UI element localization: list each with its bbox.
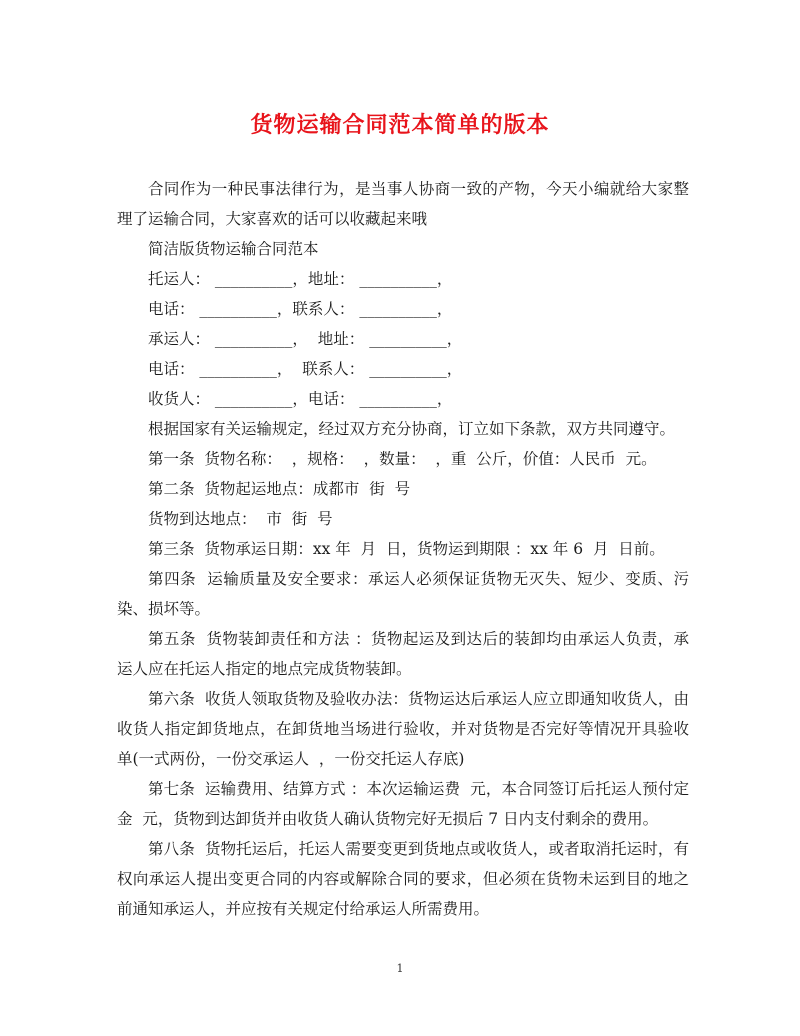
article-7: 第七条 运输费用、结算方式 ：本次运输运费 元，本合同签订后托运人预付定金 元，货物到达卸货并由收货人确认货物完好无损后 7 日内支付剩余的费用。	[117, 780, 689, 828]
shipper-line: 托运人： __________，地址： __________，	[148, 270, 453, 288]
document-body	[117, 174, 689, 924]
arrival-location: 货物到达地点： 市 街 号	[148, 510, 333, 528]
article-3: 第三条 货物承运日期：xx 年 月 日，货物运到期限 ：xx 年 6 月 日前。	[148, 540, 665, 558]
article-1: 第一条 货物名称： ，规格： ，数量： ，重 公斤，价值：人民币 元。	[148, 450, 657, 468]
carrier-line: 承运人： __________， 地址： __________，	[148, 330, 463, 348]
document-title: 货物运输合同范本简单的版本	[250, 112, 550, 138]
agreement-paragraph: 根据国家有关运输规定，经过双方充分协商，订立如下条款，双方共同遵守。	[148, 420, 676, 438]
section-heading: 简洁版货物运输合同范本	[148, 240, 319, 258]
article-2: 第二条 货物起运地点：成都市 街 号	[148, 480, 411, 498]
page-number: 1	[396, 962, 404, 975]
article-4: 第四条 运输质量及安全要求：承运人必须保证货物无灭失、短少、变质、污染、损坏等。	[117, 570, 689, 618]
article-6: 第六条 收货人领取货物及验收办法：货物运达后承运人应立即通知收货人，由收货人指定卸货地点，在卸货地当场进行验收，并对货物是否完好等情况开具验收单(一式两份，一份交承运人 ，一份交托运人存底)	[117, 690, 689, 768]
consignee-line: 收货人： __________，电话： __________，	[148, 390, 453, 408]
article-5: 第五条 货物装卸责任和方法 ：货物起运及到达后的装卸均由承运人负责，承运人应在托运人指定的地点完成货物装卸。	[117, 630, 689, 678]
carrier-phone-line: 电话： __________， 联系人： __________，	[148, 360, 463, 378]
intro-paragraph: 合同作为一种民事法律行为，是当事人协商一致的产物，今天小编就给大家整理了运输合同，大家喜欢的话可以收藏起来哦	[117, 180, 689, 228]
shipper-phone-line: 电话： __________，联系人： __________，	[148, 300, 453, 318]
article-8: 第八条 货物托运后，托运人需要变更到货地点或收货人，或者取消托运时，有权向承运人提出变更合同的内容或解除合同的要求，但必须在货物未运到目的地之前通知承运人，并应按有关规定付给承运人所需费用。	[117, 840, 689, 918]
